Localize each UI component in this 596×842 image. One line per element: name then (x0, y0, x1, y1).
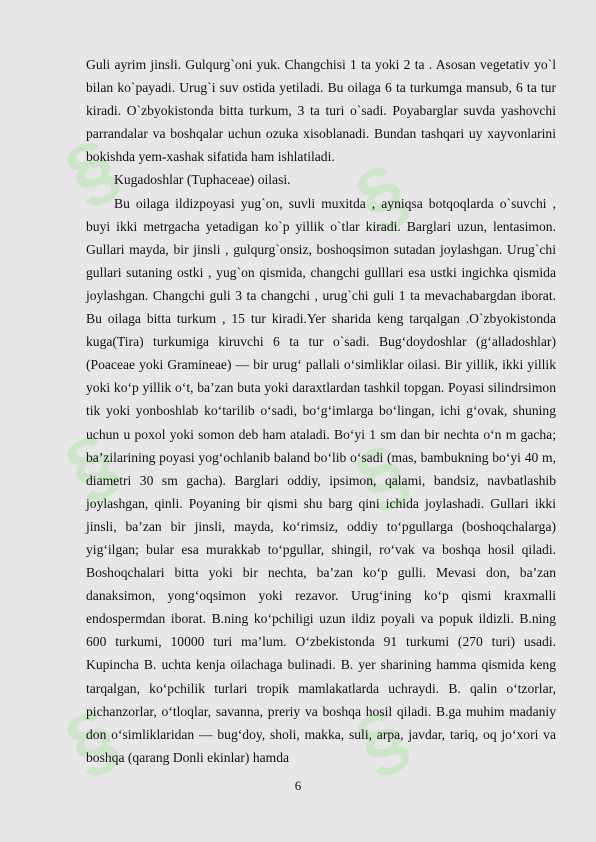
page-number: 6 (294, 778, 302, 793)
watermark-logo: § (51, 121, 132, 220)
paragraph: Guli ayrim jinsli. Gulqurg`oni yuk. Changchisi 1 ta yoki 2 ta . Asosan vegetativ yo`l bilan ko`payadi. Urug`i suv ostida yetiladi. Bu oilaga 6 ta turkumga mansub, 6 ta tur kiradi. O`zbyokistonda bitta turkum, 3 ta turi o`sadi. Poyabarglar suvda yashovchi parrandalar va boshqalar uchun ozuka xisoblanadi. Bundan tashqari uy xayvonlarini bokishda yem-xashak sifatida ham ishlatiladi. (86, 57, 556, 165)
watermark-logo: § (341, 146, 422, 245)
document-body (86, 53, 556, 769)
paragraph: Bu oilaga ildizpoyasi yug`on, suvli muxitda , ayniqsa botqoqlarda o`suvchi , buyi ikki metrgacha yetadigan ko`p yillik o`tlar kiradi. Barglari uzun, lentasimon. Gullari mayda, bir jinsli , gulqurg`onsiz, boshoqsimon sutadan joylashgan. Urug`chi gullari sutaning ostki , yug`on qismida, changchi gulllari esa ustki ingichka qismida joylashgan. Changchi guli 3 ta changchi , urug`chi guli 1 ta mevachabargdan iborat. Bu oilaga bitta turkum , 15 tur kiradi.Yer sharida keng tarqalgan .O`zbyokistonda kuga(Tira) turkumiga kiruvchi 6 ta tur o`sadi. Bug‘doydoshlar (g‘alladoshlar) (Poaceae yoki Gramineae) — bir urug‘ pallali o‘simliklar oilasi. Bir yillik, ikki yillik yoki ko‘p yillik o‘t, ba’zan buta yoki daraxtlardan tashkil topgan. Poyasi silindrsimon tik yoki yonboshlab ko‘tarilib o‘sadi, bo‘g‘imlarga bo‘lingan, ichi g‘ovak, shuning uchun u poxol yoki somon deb ham ataladi. Bo‘yi 1 sm dan bir nechta o‘n m gacha; ba’zilarining poyasi yog‘ochlanib baland bo‘lib o‘sadi (mas, bambukning bo‘yi 40 m, diametri 30 sm gacha). Barglari oddiy, ipsimon, qalami, bandsiz, navbatlashib joylashgan, qinli. Poyaning bir qismi shu barg qini ichida joylashadi. Gullari ikki jinsli, ba’zan bir jinsli, mayda, ko‘rimsiz, oddiy to‘pgullarga (boshoqchalarga) yig‘ilgan; bular esa murakkab to‘pgullar, shingil, ro‘vak va boshqa hosil qiladi. Boshoqchalari bitta yoki bir nechta, ba’zan ko‘p gulli. Mevasi don, ba’zan danaksimon, yong‘oqsimon yoki rezavor. Urug‘ining ko‘p qismi kraxmalli endospermdan iborat. B.ning ko‘pchiligi uzun ildiz poyali va popuk ildizli. B.ning 600 turkumi, 10000 turi ma’lum. O‘zbekistonda 91 turkumi (270 turi) usadi. Kupincha B. uchta kenja oilachaga bulinadi. B. yer sharining hamma qismida keng tarqalgan, ko‘pchilik turlari tropik mamlakatlarda uchraydi. B. qalin o‘tzorlar, pichanzorlar, o‘tloqlar, savanna, preriy va boshqa hosil qiladi. B.ga muhim madaniy don o‘simliklaridan — bug‘doy, sholi, makka, suli, arpa, javdar, tariq, oq jo‘xori va boshqa (qarang Donli ekinlar) hamda (86, 195, 556, 765)
watermark-logo: § (341, 426, 422, 525)
watermark-logo: § (51, 416, 132, 515)
watermark-logo: § (51, 691, 132, 790)
section-heading: Kugadoshlar (Tuphaceae) oilasi. (114, 172, 291, 188)
watermark-logo: § (341, 691, 422, 790)
